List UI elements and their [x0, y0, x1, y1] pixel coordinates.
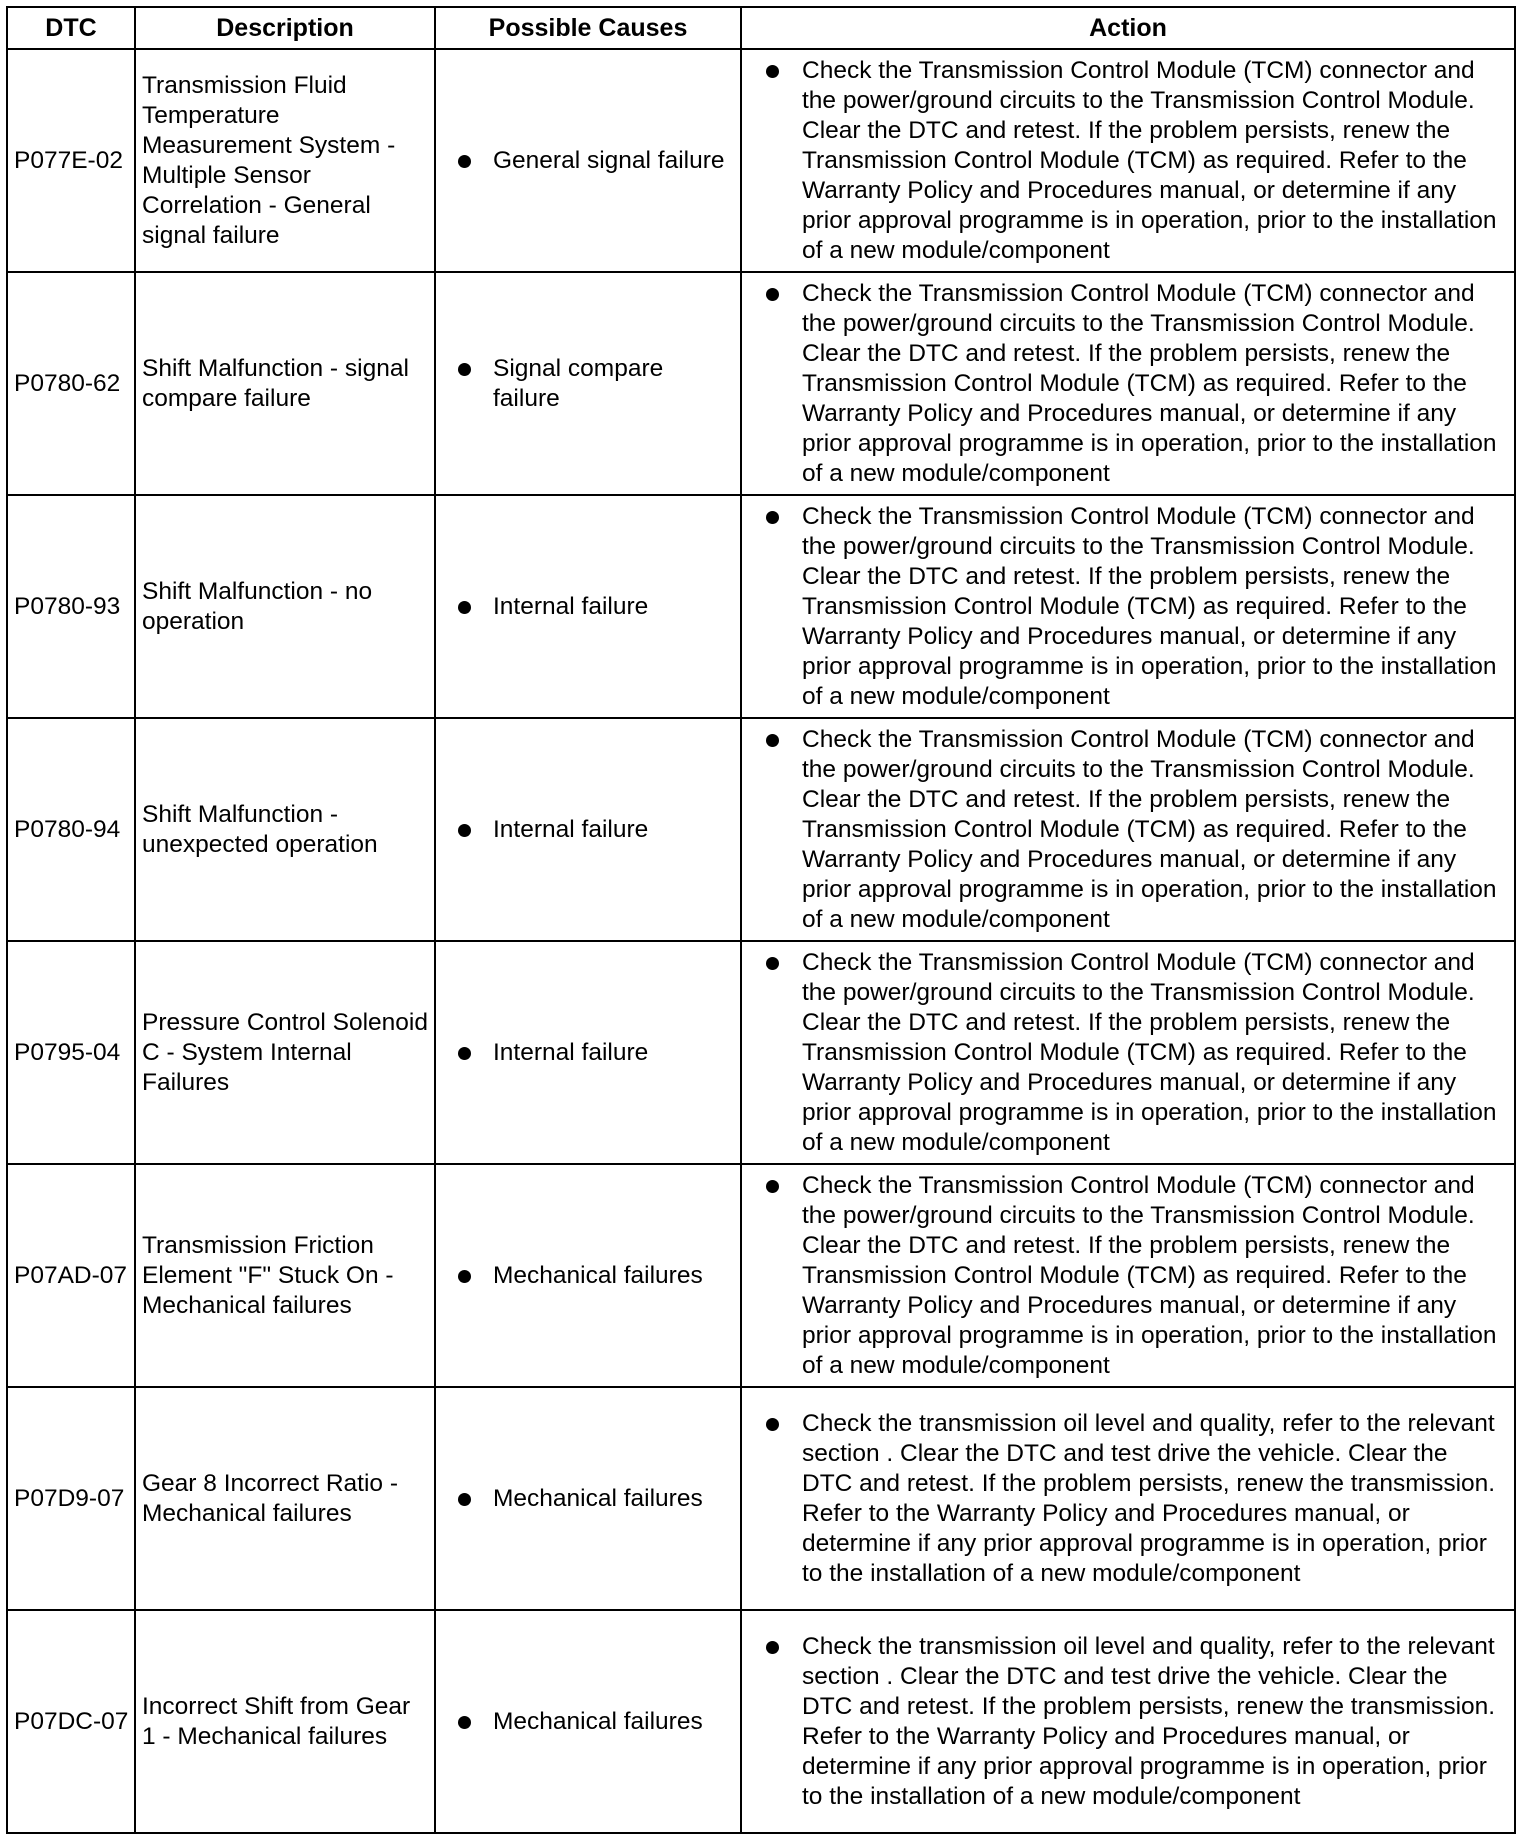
possible-cause: Mechanical failures — [493, 1261, 703, 1289]
action-cell — [741, 49, 1515, 272]
table-row — [7, 1164, 1515, 1387]
dtc-code: P07D9-07 — [7, 1387, 135, 1610]
possible-cause-cell — [435, 1164, 741, 1387]
action-cell — [741, 718, 1515, 941]
table-header-row — [7, 7, 1515, 49]
dtc-description: Pressure Control Solenoid C - System Internal Failures — [135, 941, 435, 1164]
table-row — [7, 1387, 1515, 1610]
action-text: Check the Transmission Control Module (TCM) connector and the power/ground circuits to the Transmission Control Module. Clear the DTC and retest. If the problem persists, renew the Transmission Control Module (TCM) as required. Refer to the Warranty Policy and Procedures manual, or determine if any prior approval programme is in operation, prior to the installation of a new module/component — [802, 56, 1497, 264]
table-row — [7, 49, 1515, 272]
table-row — [7, 1610, 1515, 1833]
bullet-icon — [766, 1180, 779, 1193]
possible-cause: Internal failure — [493, 1038, 649, 1066]
bullet-icon — [766, 288, 779, 301]
header-action: Action — [741, 7, 1515, 49]
action-text: Check the Transmission Control Module (TCM) connector and the power/ground circuits to the Transmission Control Module. Clear the DTC and retest. If the problem persists, renew the Transmission Control Module (TCM) as required. Refer to the Warranty Policy and Procedures manual, or determine if any prior approval programme is in operation, prior to the installation of a new module/component — [802, 502, 1497, 710]
dtc-description: Shift Malfunction - unexpected operation — [135, 718, 435, 941]
dtc-code: P0780-93 — [7, 495, 135, 718]
action-cell — [741, 1387, 1515, 1610]
bullet-icon — [766, 1418, 779, 1431]
possible-cause: General signal failure — [493, 146, 725, 174]
possible-cause: Signal compare failure — [493, 354, 664, 412]
table-row — [7, 718, 1515, 941]
possible-cause: Mechanical failures — [493, 1484, 703, 1512]
dtc-code: P077E-02 — [7, 49, 135, 272]
header-dtc: DTC — [7, 7, 135, 49]
dtc-description: Transmission Friction Element "F" Stuck On - Mechanical failures — [135, 1164, 435, 1387]
action-text: Check the Transmission Control Module (TCM) connector and the power/ground circuits to the Transmission Control Module. Clear the DTC and retest. If the problem persists, renew the Transmission Control Module (TCM) as required. Refer to the Warranty Policy and Procedures manual, or determine if any prior approval programme is in operation, prior to the installation of a new module/component — [802, 725, 1497, 933]
bullet-icon — [458, 1493, 471, 1506]
dtc-description: Gear 8 Incorrect Ratio - Mechanical failures — [135, 1387, 435, 1610]
possible-cause: Internal failure — [493, 815, 649, 843]
action-cell — [741, 1164, 1515, 1387]
bullet-icon — [458, 1716, 471, 1729]
dtc-code: P07AD-07 — [7, 1164, 135, 1387]
bullet-icon — [458, 363, 471, 376]
bullet-icon — [766, 734, 779, 747]
action-cell — [741, 941, 1515, 1164]
bullet-icon — [766, 511, 779, 524]
possible-cause-cell — [435, 495, 741, 718]
dtc-description: Transmission Fluid Temperature Measurement System - Multiple Sensor Correlation - General signal failure — [135, 49, 435, 272]
action-cell — [741, 1610, 1515, 1833]
possible-cause-cell — [435, 941, 741, 1164]
action-text: Check the Transmission Control Module (TCM) connector and the power/ground circuits to the Transmission Control Module. Clear the DTC and retest. If the problem persists, renew the Transmission Control Module (TCM) as required. Refer to the Warranty Policy and Procedures manual, or determine if any prior approval programme is in operation, prior to the installation of a new module/component — [802, 948, 1497, 1156]
action-cell — [741, 495, 1515, 718]
bullet-icon — [458, 155, 471, 168]
possible-cause: Mechanical failures — [493, 1707, 703, 1735]
bullet-icon — [458, 601, 471, 614]
page — [6, 6, 1514, 1828]
action-text: Check the Transmission Control Module (TCM) connector and the power/ground circuits to the Transmission Control Module. Clear the DTC and retest. If the problem persists, renew the Transmission Control Module (TCM) as required. Refer to the Warranty Policy and Procedures manual, or determine if any prior approval programme is in operation, prior to the installation of a new module/component — [802, 1171, 1497, 1379]
header-possible-causes: Possible Causes — [435, 7, 741, 49]
dtc-code: P07DC-07 — [7, 1610, 135, 1833]
action-text: Check the Transmission Control Module (TCM) connector and the power/ground circuits to the Transmission Control Module. Clear the DTC and retest. If the problem persists, renew the Transmission Control Module (TCM) as required. Refer to the Warranty Policy and Procedures manual, or determine if any prior approval programme is in operation, prior to the installation of a new module/component — [802, 279, 1497, 487]
possible-cause-cell — [435, 1387, 741, 1610]
table-row — [7, 272, 1515, 495]
action-text: Check the transmission oil level and quality, refer to the relevant section . Clear the DTC and test drive the vehicle. Clear the DTC and retest. If the problem persists, renew the transmission. Refer to the Warranty Policy and Procedures manual, or determine if any prior approval programme is in operation, prior to the installation of a new module/component — [802, 1409, 1496, 1587]
possible-cause-cell — [435, 1610, 741, 1833]
bullet-icon — [458, 1270, 471, 1283]
bullet-icon — [766, 957, 779, 970]
dtc-description: Shift Malfunction - no operation — [135, 495, 435, 718]
dtc-code: P0780-94 — [7, 718, 135, 941]
dtc-table — [6, 6, 1516, 1834]
possible-cause-cell — [435, 272, 741, 495]
action-text: Check the transmission oil level and quality, refer to the relevant section . Clear the DTC and test drive the vehicle. Clear the DTC and retest. If the problem persists, renew the transmission. Refer to the Warranty Policy and Procedures manual, or determine if any prior approval programme is in operation, prior to the installation of a new module/component — [802, 1632, 1496, 1810]
dtc-description: Incorrect Shift from Gear 1 - Mechanical failures — [135, 1610, 435, 1833]
bullet-icon — [458, 1047, 471, 1060]
header-description: Description — [135, 7, 435, 49]
dtc-description: Shift Malfunction - signal compare failure — [135, 272, 435, 495]
possible-cause: Internal failure — [493, 592, 649, 620]
possible-cause-cell — [435, 718, 741, 941]
table-row — [7, 495, 1515, 718]
bullet-icon — [766, 65, 779, 78]
bullet-icon — [458, 824, 471, 837]
action-cell — [741, 272, 1515, 495]
table-row — [7, 941, 1515, 1164]
dtc-code: P0795-04 — [7, 941, 135, 1164]
possible-cause-cell — [435, 49, 741, 272]
dtc-code: P0780-62 — [7, 272, 135, 495]
bullet-icon — [766, 1641, 779, 1654]
